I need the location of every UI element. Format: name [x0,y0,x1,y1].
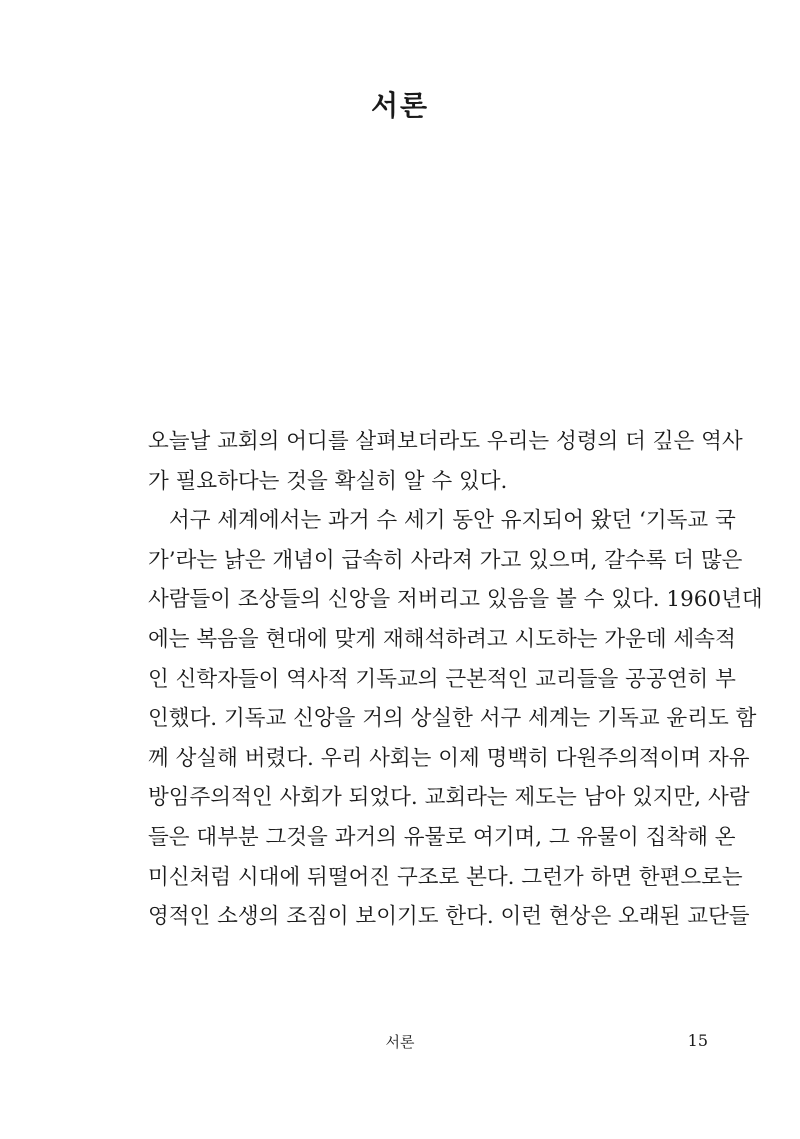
text-line: 사람들이 조상들의 신앙을 저버리고 있음을 볼 수 있다. 1960년대 [148,587,763,613]
text-line: 영적인 소생의 조짐이 보이기도 한다. 이런 현상은 오래된 교단들 [148,904,750,930]
text-line: 께 상실해 버렸다. 우리 사회는 이제 명백히 다원주의적이며 자유 [148,745,750,771]
page-number: 15 [687,1031,708,1050]
text-line: 에는 복음을 현대에 맞게 재해석하려고 시도하는 가운데 세속적 [148,626,736,652]
text-line: 들은 대부분 그것을 과거의 유물로 여기며, 그 유물이 집착해 온 [148,824,736,850]
text-line: 인 신학자들이 역사적 기독교의 근본적인 교리들을 공공연히 부 [148,666,736,692]
body-text [148,422,763,937]
text-line: 서구 세계에서는 과거 수 세기 동안 유지되어 왔던 ‘기독교 국 [169,508,736,534]
text-line: 인했다. 기독교 신앙을 거의 상실한 서구 세계는 기독교 윤리도 함 [148,706,757,732]
text-line: 가’라는 낡은 개념이 급속히 사라져 가고 있으며, 갈수록 더 많은 [148,547,743,573]
text-line: 가 필요하다는 것을 확실히 알 수 있다. [148,468,508,494]
running-footer-title: 서론 [385,1033,415,1051]
text-line: 오늘날 교회의 어디를 살펴보더라도 우리는 성령의 더 깊은 역사 [148,429,743,454]
paragraph-2 [148,501,763,937]
text-line: 미신처럼 시대에 뒤떨어진 구조로 본다. 그런가 하면 한편으로는 [148,864,743,890]
text-line: 방임주의적인 사회가 되었다. 교회라는 제도는 남아 있지만, 사람 [148,785,750,811]
page-title: 서론 [370,89,430,122]
paragraph-1 [148,422,743,501]
